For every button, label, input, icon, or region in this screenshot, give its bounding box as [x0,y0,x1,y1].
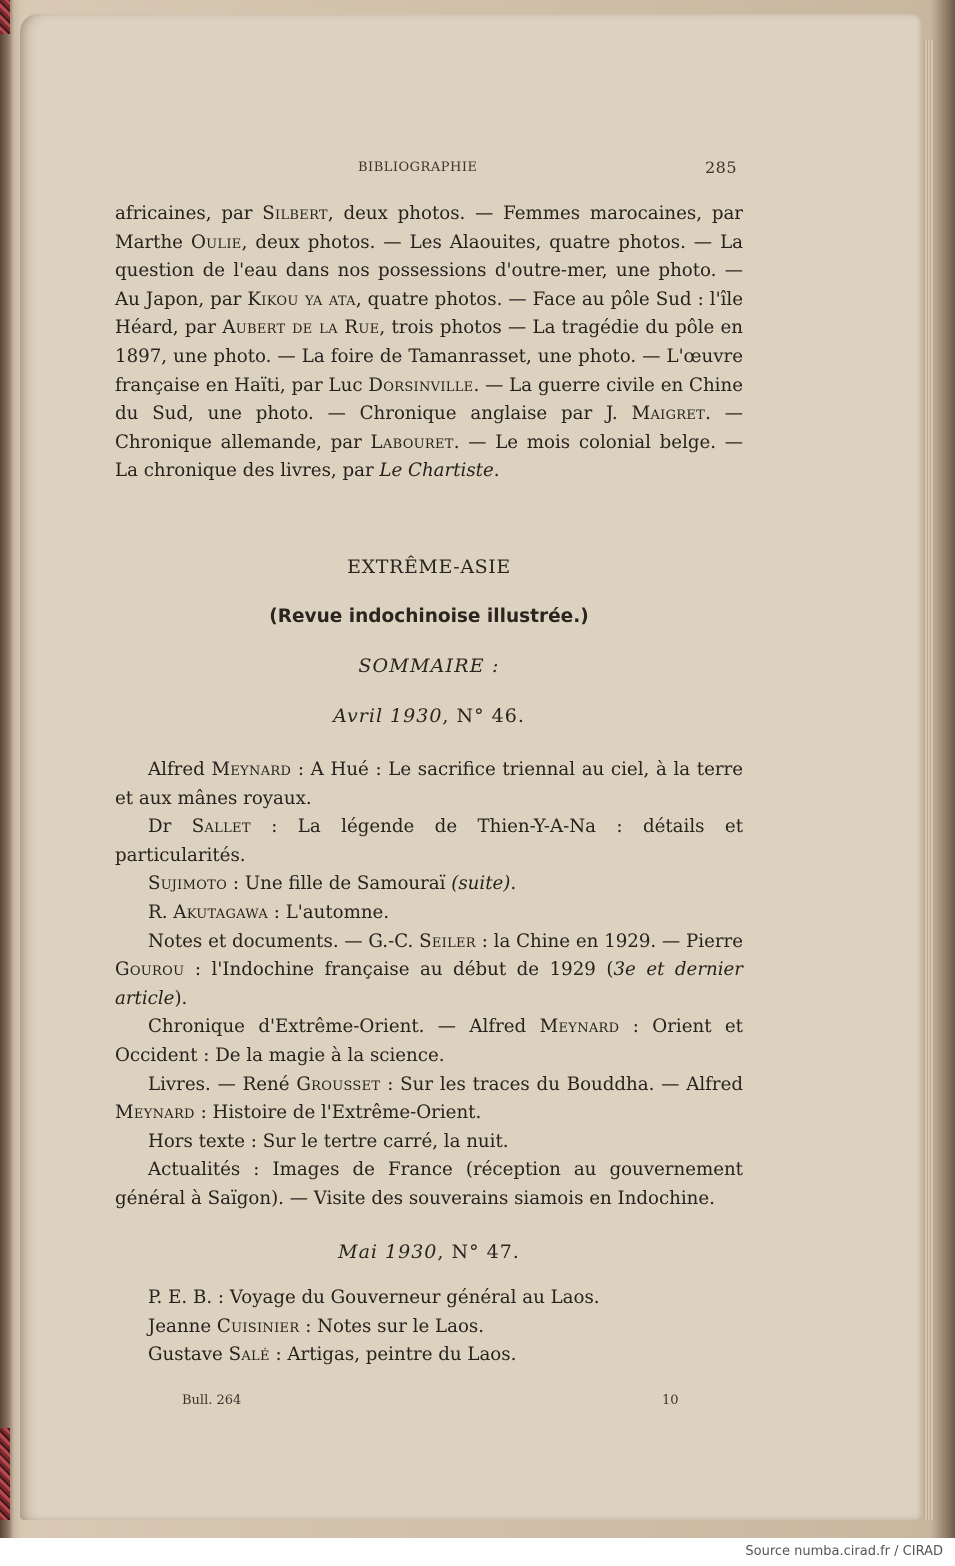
italic-text: (suite) [451,873,511,895]
text-run: , deux photos. — Femmes marocaines, par Marthe [115,203,743,253]
author-name: Grousset [296,1073,381,1095]
toc-entry [115,756,743,813]
text-run: Chronique d'Extrême-Orient. — Alfred [148,1016,540,1038]
text-run: : Une fille de Samouraï [227,873,452,895]
toc-entry [115,1341,743,1370]
text-run: . [510,873,517,895]
text-run: : Histoire de l'Extrême-Orient. [194,1102,482,1124]
text-run: P. E. B. : Voyage du Gouverneur général au Laos. [148,1287,600,1308]
text-run: Actualités : Images de France (réception au gouvernement général à Saïgon). — Visite des souverains siamois en Indochine. [115,1159,743,1209]
issue-date: Avril 1930 [333,705,443,727]
source-bar [0,1538,955,1566]
sommaire-heading: SOMMAIRE : [358,655,500,677]
text-run: Alfred [148,759,212,780]
text-run: , quatre photos. — Face au pôle Sud : l'île Héard, par [115,288,743,339]
text-run: : Artigas, peintre du Laos. [269,1344,517,1366]
text-run: , trois photos — La tragédie du pôle en 1897, une photo. — La foire de Tamanrasset, une photo. — L'œuvre française en Haïti, par Luc [115,317,743,396]
toc-entry [115,813,743,870]
author-name: Aubert de la Rue [222,317,380,339]
toc-entry [115,1313,743,1342]
author-name: Sallet [191,816,251,838]
author-name: Dorsinville [368,374,474,396]
toc-entry [115,1284,743,1313]
author-name: Meynard [115,1102,195,1124]
source-credit: Source numba.cirad.fr / CIRAD [745,1544,943,1559]
issue-date: Mai 1930 [338,1241,438,1263]
text-run: africaines, par [115,203,263,224]
text-run: . — La guerre civile en Chine du Sud, une photo. — Chronique anglaise par J. [115,374,743,425]
text-run: Dr [148,816,192,838]
issue-number: , N° 46. [442,705,525,727]
author-name: Salé [228,1344,270,1366]
footer-signature: Bull. 264 [182,1393,242,1408]
issue-heading-46 [115,705,743,727]
text-run: : l'Indochine française au début de 1929 ( [184,959,614,981]
text-run: Jeanne [148,1315,217,1337]
continued-paragraph [115,200,743,486]
author-name: Seiler [419,930,476,952]
running-head [115,160,737,184]
paragraph [115,200,743,486]
text-run: . — Le mois colonial belge. — La chronique des livres, par [115,431,743,482]
author-name: Cuisinier [216,1315,300,1337]
author-name: Meynard [539,1016,620,1038]
author-name: Maigret [631,403,706,425]
author-name: Meynard [211,759,292,780]
running-head-title: BIBLIOGRAPHIE [358,160,478,175]
toc-entry [115,1013,743,1070]
text-run: : la Chine en 1929. — Pierre [475,930,743,952]
toc-entry [115,870,743,899]
author-name: Gourou [115,959,185,981]
text-run: Hors texte : Sur le tertre carré, la nuit. [148,1130,509,1152]
author-name: Akutagawa [173,901,269,923]
italic-text: 3e et dernier article [115,959,743,1009]
spine-cloth-bottom [0,1428,10,1520]
page-number: 285 [704,158,737,177]
toc-entry [115,899,743,928]
text-run: : Notes sur le Laos. [299,1315,485,1337]
toc-entry [115,928,743,1014]
section-title: EXTRÊME-ASIE [347,556,511,578]
spine-cloth-top [0,0,10,34]
page-edges [924,40,934,1520]
author-name: Labouret [370,431,454,453]
issue-heading-47 [115,1241,743,1263]
section-subtitle: (Revue indochinoise illustrée.) [269,606,589,627]
footer-sheet-number: 10 [662,1393,679,1408]
text-run: , deux photos. — Les Alaouites, quatre photos. — La question de l'eau dans nos possessions d'outre-mer, une photo. — Au Japon, par [115,231,743,310]
text-run: . [493,460,500,482]
author-name: Kikou ya ata [247,288,356,310]
text-run: : Sur les traces du Bouddha. — Alfred [380,1073,743,1095]
author-name: Sujimoto [148,873,228,895]
italic-text: Le Chartiste [379,460,494,482]
issue-number: , N° 47. [437,1241,520,1263]
text-run: . — Chronique allemande, par [115,403,743,453]
author-name: Silbert [262,203,328,224]
toc-entry [115,1156,743,1213]
toc-entry [115,1128,743,1157]
text-run: : La légende de Thien-Y-A-Na : détails et particularités. [115,816,743,866]
text-run: : Orient et Occident : De la magie à la science. [115,1016,743,1066]
issue-47-entries [115,1284,743,1370]
text-run: Notes et documents. — G.-C. [148,930,420,952]
toc-entry [115,1071,743,1128]
text-run: : A Hué : Le sacrifice triennal au ciel, à la terre et aux mânes royaux. [115,759,743,809]
text-run: Livres. — René [148,1073,297,1095]
author-name: Oulie [190,231,242,253]
text-run: Gustave [148,1344,229,1366]
text-run: ). [174,987,188,1009]
issue-46-entries [115,756,743,1214]
text-run: R. [148,901,174,923]
text-run: : L'automne. [268,901,390,923]
